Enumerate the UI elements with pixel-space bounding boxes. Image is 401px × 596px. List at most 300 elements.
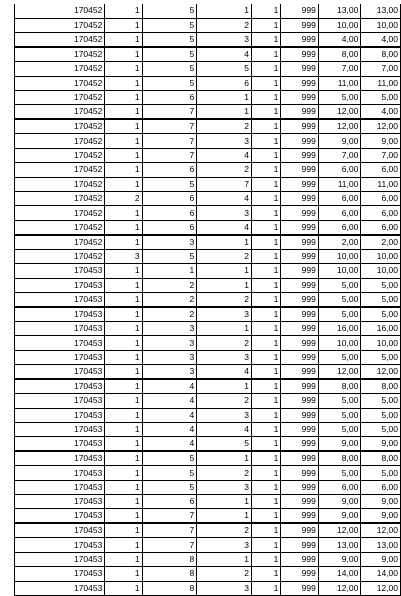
col4-cell: 7 <box>197 177 252 191</box>
col4-cell: 1 <box>197 552 252 566</box>
code-cell: 999 <box>281 264 318 278</box>
col4-cell: 2 <box>197 18 252 32</box>
table-row <box>15 177 401 191</box>
col3-cell: 6 <box>142 220 197 235</box>
total-cell: 8,00 <box>361 379 401 394</box>
value-cell: 7,00 <box>318 148 361 162</box>
col3-cell: 8 <box>142 552 197 566</box>
code-cell: 999 <box>281 552 318 566</box>
col5-cell: 1 <box>251 91 280 105</box>
id-cell: 170453 <box>15 292 105 307</box>
col2-cell: 1 <box>105 509 142 524</box>
id-cell: 170453 <box>15 451 105 466</box>
table-row <box>15 264 401 278</box>
col2-cell: 1 <box>105 62 142 76</box>
col2-cell: 1 <box>105 495 142 509</box>
col3-cell: 6 <box>142 163 197 177</box>
total-cell: 11,00 <box>361 76 401 90</box>
col4-cell: 4 <box>197 192 252 206</box>
id-cell: 170452 <box>15 235 105 250</box>
col4-cell: 5 <box>197 437 252 452</box>
value-cell: 13,00 <box>318 4 361 18</box>
id-cell: 170453 <box>15 422 105 436</box>
col3-cell: 8 <box>142 581 197 595</box>
code-cell: 999 <box>281 91 318 105</box>
code-cell: 999 <box>281 321 318 335</box>
total-cell: 6,00 <box>361 220 401 235</box>
table-row <box>15 4 401 18</box>
total-cell: 5,00 <box>361 91 401 105</box>
data-table <box>14 4 401 596</box>
col3-cell: 2 <box>142 292 197 307</box>
col3-cell: 7 <box>142 134 197 148</box>
id-cell: 170452 <box>15 163 105 177</box>
table-row <box>15 581 401 595</box>
code-cell: 999 <box>281 336 318 350</box>
id-cell: 170453 <box>15 278 105 292</box>
table-row <box>15 394 401 408</box>
col2-cell: 1 <box>105 134 142 148</box>
col3-cell: 5 <box>142 47 197 62</box>
total-cell: 12,00 <box>361 523 401 538</box>
id-cell: 170453 <box>15 509 105 524</box>
value-cell: 6,00 <box>318 220 361 235</box>
col3-cell: 6 <box>142 495 197 509</box>
value-cell: 8,00 <box>318 47 361 62</box>
code-cell: 999 <box>281 177 318 191</box>
col5-cell: 1 <box>251 47 280 62</box>
col2-cell: 1 <box>105 148 142 162</box>
value-cell: 10,00 <box>318 336 361 350</box>
col5-cell: 1 <box>251 379 280 394</box>
id-cell: 170452 <box>15 192 105 206</box>
id-cell: 170453 <box>15 581 105 595</box>
total-cell: 9,00 <box>361 437 401 452</box>
col5-cell: 1 <box>251 235 280 250</box>
table-row <box>15 408 401 422</box>
code-cell: 999 <box>281 379 318 394</box>
col4-cell: 4 <box>197 220 252 235</box>
col5-cell: 1 <box>251 422 280 436</box>
id-cell: 170452 <box>15 206 105 220</box>
value-cell: 6,00 <box>318 192 361 206</box>
code-cell: 999 <box>281 307 318 322</box>
total-cell: 6,00 <box>361 206 401 220</box>
table-row <box>15 336 401 350</box>
table-row <box>15 552 401 566</box>
id-cell: 170453 <box>15 307 105 322</box>
col2-cell: 1 <box>105 235 142 250</box>
value-cell: 6,00 <box>318 480 361 494</box>
col4-cell: 1 <box>197 495 252 509</box>
value-cell: 10,00 <box>318 249 361 263</box>
col5-cell: 1 <box>251 177 280 191</box>
table-row <box>15 538 401 552</box>
col5-cell: 1 <box>251 480 280 494</box>
table-row <box>15 33 401 48</box>
col2-cell: 1 <box>105 206 142 220</box>
total-cell: 5,00 <box>361 307 401 322</box>
table-row <box>15 18 401 32</box>
col2-cell: 1 <box>105 480 142 494</box>
col2-cell: 2 <box>105 192 142 206</box>
col2-cell: 1 <box>105 163 142 177</box>
table-row <box>15 206 401 220</box>
col5-cell: 1 <box>251 552 280 566</box>
col5-cell: 1 <box>251 192 280 206</box>
col4-cell: 2 <box>197 523 252 538</box>
code-cell: 999 <box>281 523 318 538</box>
id-cell: 170452 <box>15 47 105 62</box>
col4-cell: 2 <box>197 163 252 177</box>
col4-cell: 4 <box>197 47 252 62</box>
col5-cell: 1 <box>251 495 280 509</box>
col2-cell: 1 <box>105 321 142 335</box>
code-cell: 999 <box>281 451 318 466</box>
table-row <box>15 192 401 206</box>
col4-cell: 3 <box>197 307 252 322</box>
id-cell: 170453 <box>15 552 105 566</box>
total-cell: 5,00 <box>361 350 401 364</box>
code-cell: 999 <box>281 422 318 436</box>
col5-cell: 1 <box>251 33 280 48</box>
col2-cell: 1 <box>105 76 142 90</box>
col2-cell: 1 <box>105 307 142 322</box>
value-cell: 2,00 <box>318 235 361 250</box>
col4-cell: 1 <box>197 509 252 524</box>
code-cell: 999 <box>281 437 318 452</box>
id-cell: 170452 <box>15 18 105 32</box>
value-cell: 13,00 <box>318 538 361 552</box>
code-cell: 999 <box>281 76 318 90</box>
code-cell: 999 <box>281 538 318 552</box>
col2-cell: 1 <box>105 47 142 62</box>
id-cell: 170453 <box>15 365 105 380</box>
table-row <box>15 480 401 494</box>
col2-cell: 1 <box>105 292 142 307</box>
code-cell: 999 <box>281 249 318 263</box>
col5-cell: 1 <box>251 336 280 350</box>
table-row <box>15 307 401 322</box>
col4-cell: 1 <box>197 451 252 466</box>
code-cell: 999 <box>281 33 318 48</box>
value-cell: 5,00 <box>318 350 361 364</box>
col5-cell: 1 <box>251 509 280 524</box>
table-row <box>15 451 401 466</box>
col5-cell: 1 <box>251 264 280 278</box>
table-row <box>15 379 401 394</box>
col5-cell: 1 <box>251 394 280 408</box>
col4-cell: 3 <box>197 480 252 494</box>
id-cell: 170452 <box>15 33 105 48</box>
total-cell: 16,00 <box>361 321 401 335</box>
value-cell: 14,00 <box>318 567 361 581</box>
col4-cell: 2 <box>197 119 252 134</box>
col3-cell: 2 <box>142 307 197 322</box>
value-cell: 5,00 <box>318 466 361 480</box>
col3-cell: 5 <box>142 76 197 90</box>
code-cell: 999 <box>281 509 318 524</box>
col5-cell: 1 <box>251 350 280 364</box>
col3-cell: 4 <box>142 422 197 436</box>
col4-cell: 3 <box>197 408 252 422</box>
table-row <box>15 365 401 380</box>
col4-cell: 3 <box>197 33 252 48</box>
col2-cell: 1 <box>105 523 142 538</box>
table-row <box>15 292 401 307</box>
col2-cell: 1 <box>105 408 142 422</box>
total-cell: 6,00 <box>361 192 401 206</box>
col2-cell: 1 <box>105 264 142 278</box>
code-cell: 999 <box>281 148 318 162</box>
value-cell: 5,00 <box>318 422 361 436</box>
value-cell: 5,00 <box>318 307 361 322</box>
col4-cell: 2 <box>197 567 252 581</box>
id-cell: 170453 <box>15 264 105 278</box>
col5-cell: 1 <box>251 148 280 162</box>
col3-cell: 4 <box>142 437 197 452</box>
code-cell: 999 <box>281 581 318 595</box>
code-cell: 999 <box>281 466 318 480</box>
col5-cell: 1 <box>251 365 280 380</box>
id-cell: 170453 <box>15 495 105 509</box>
id-cell: 170453 <box>15 523 105 538</box>
table-row <box>15 62 401 76</box>
value-cell: 5,00 <box>318 292 361 307</box>
total-cell: 5,00 <box>361 466 401 480</box>
col4-cell: 1 <box>197 91 252 105</box>
col4-cell: 2 <box>197 249 252 263</box>
total-cell: 6,00 <box>361 480 401 494</box>
value-cell: 9,00 <box>318 437 361 452</box>
col3-cell: 7 <box>142 105 197 120</box>
col3-cell: 4 <box>142 394 197 408</box>
col5-cell: 1 <box>251 76 280 90</box>
total-cell: 5,00 <box>361 408 401 422</box>
col5-cell: 1 <box>251 206 280 220</box>
col5-cell: 1 <box>251 163 280 177</box>
col5-cell: 1 <box>251 466 280 480</box>
col2-cell: 1 <box>105 466 142 480</box>
col3-cell: 5 <box>142 18 197 32</box>
id-cell: 170452 <box>15 91 105 105</box>
col3-cell: 2 <box>142 278 197 292</box>
id-cell: 170452 <box>15 249 105 263</box>
col3-cell: 6 <box>142 206 197 220</box>
total-cell: 13,00 <box>361 538 401 552</box>
table-row <box>15 76 401 90</box>
col5-cell: 1 <box>251 321 280 335</box>
total-cell: 14,00 <box>361 567 401 581</box>
value-cell: 4,00 <box>318 33 361 48</box>
table-row <box>15 437 401 452</box>
col5-cell: 1 <box>251 408 280 422</box>
col5-cell: 1 <box>251 451 280 466</box>
total-cell: 10,00 <box>361 264 401 278</box>
total-cell: 5,00 <box>361 394 401 408</box>
value-cell: 9,00 <box>318 552 361 566</box>
value-cell: 6,00 <box>318 163 361 177</box>
table-row <box>15 163 401 177</box>
col2-cell: 1 <box>105 451 142 466</box>
col2-cell: 1 <box>105 394 142 408</box>
col4-cell: 3 <box>197 581 252 595</box>
total-cell: 10,00 <box>361 18 401 32</box>
value-cell: 5,00 <box>318 408 361 422</box>
value-cell: 10,00 <box>318 18 361 32</box>
id-cell: 170453 <box>15 480 105 494</box>
col4-cell: 6 <box>197 76 252 90</box>
table-row <box>15 350 401 364</box>
col3-cell: 5 <box>142 480 197 494</box>
table-row <box>15 567 401 581</box>
col3-cell: 3 <box>142 235 197 250</box>
table-body <box>15 4 401 596</box>
total-cell: 12,00 <box>361 581 401 595</box>
col5-cell: 1 <box>251 567 280 581</box>
id-cell: 170453 <box>15 466 105 480</box>
col4-cell: 3 <box>197 206 252 220</box>
col4-cell: 3 <box>197 538 252 552</box>
col3-cell: 5 <box>142 62 197 76</box>
code-cell: 999 <box>281 4 318 18</box>
total-cell: 7,00 <box>361 148 401 162</box>
code-cell: 999 <box>281 408 318 422</box>
col3-cell: 4 <box>142 379 197 394</box>
code-cell: 999 <box>281 220 318 235</box>
table-row <box>15 466 401 480</box>
table-row <box>15 47 401 62</box>
id-cell: 170452 <box>15 119 105 134</box>
col3-cell: 5 <box>142 451 197 466</box>
col3-cell: 6 <box>142 192 197 206</box>
col4-cell: 1 <box>197 4 252 18</box>
code-cell: 999 <box>281 18 318 32</box>
col4-cell: 3 <box>197 350 252 364</box>
value-cell: 5,00 <box>318 91 361 105</box>
id-cell: 170452 <box>15 4 105 18</box>
col2-cell: 1 <box>105 4 142 18</box>
value-cell: 12,00 <box>318 581 361 595</box>
col2-cell: 1 <box>105 422 142 436</box>
total-cell: 13,00 <box>361 4 401 18</box>
col5-cell: 1 <box>251 220 280 235</box>
col5-cell: 1 <box>251 581 280 595</box>
id-cell: 170453 <box>15 350 105 364</box>
value-cell: 8,00 <box>318 379 361 394</box>
col3-cell: 5 <box>142 249 197 263</box>
total-cell: 12,00 <box>361 119 401 134</box>
col3-cell: 3 <box>142 365 197 380</box>
table-row <box>15 422 401 436</box>
col3-cell: 5 <box>142 177 197 191</box>
col5-cell: 1 <box>251 119 280 134</box>
col4-cell: 4 <box>197 365 252 380</box>
col3-cell: 7 <box>142 538 197 552</box>
code-cell: 999 <box>281 567 318 581</box>
table-row <box>15 105 401 120</box>
col4-cell: 4 <box>197 422 252 436</box>
col5-cell: 1 <box>251 523 280 538</box>
col2-cell: 1 <box>105 33 142 48</box>
value-cell: 12,00 <box>318 119 361 134</box>
total-cell: 5,00 <box>361 278 401 292</box>
total-cell: 9,00 <box>361 134 401 148</box>
id-cell: 170453 <box>15 336 105 350</box>
value-cell: 12,00 <box>318 523 361 538</box>
value-cell: 12,00 <box>318 105 361 120</box>
code-cell: 999 <box>281 47 318 62</box>
value-cell: 8,00 <box>318 451 361 466</box>
table-row <box>15 509 401 524</box>
value-cell: 16,00 <box>318 321 361 335</box>
col4-cell: 1 <box>197 278 252 292</box>
col4-cell: 1 <box>197 264 252 278</box>
col5-cell: 1 <box>251 134 280 148</box>
code-cell: 999 <box>281 105 318 120</box>
code-cell: 999 <box>281 350 318 364</box>
value-cell: 7,00 <box>318 62 361 76</box>
col2-cell: 1 <box>105 278 142 292</box>
total-cell: 9,00 <box>361 495 401 509</box>
col5-cell: 1 <box>251 18 280 32</box>
col3-cell: 8 <box>142 567 197 581</box>
id-cell: 170453 <box>15 394 105 408</box>
value-cell: 11,00 <box>318 76 361 90</box>
table-row <box>15 278 401 292</box>
col3-cell: 7 <box>142 148 197 162</box>
value-cell: 10,00 <box>318 264 361 278</box>
col2-cell: 1 <box>105 552 142 566</box>
col3-cell: 3 <box>142 321 197 335</box>
value-cell: 9,00 <box>318 134 361 148</box>
col2-cell: 1 <box>105 18 142 32</box>
table-row <box>15 235 401 250</box>
col4-cell: 3 <box>197 134 252 148</box>
col5-cell: 1 <box>251 292 280 307</box>
value-cell: 6,00 <box>318 206 361 220</box>
col3-cell: 3 <box>142 350 197 364</box>
id-cell: 170453 <box>15 379 105 394</box>
table-row <box>15 148 401 162</box>
table-row <box>15 249 401 263</box>
col4-cell: 1 <box>197 235 252 250</box>
col4-cell: 2 <box>197 466 252 480</box>
total-cell: 10,00 <box>361 336 401 350</box>
total-cell: 8,00 <box>361 451 401 466</box>
col4-cell: 2 <box>197 336 252 350</box>
col2-cell: 1 <box>105 567 142 581</box>
code-cell: 999 <box>281 495 318 509</box>
table-row <box>15 220 401 235</box>
code-cell: 999 <box>281 235 318 250</box>
code-cell: 999 <box>281 163 318 177</box>
id-cell: 170453 <box>15 321 105 335</box>
total-cell: 9,00 <box>361 509 401 524</box>
col3-cell: 1 <box>142 264 197 278</box>
col2-cell: 1 <box>105 350 142 364</box>
total-cell: 4,00 <box>361 105 401 120</box>
id-cell: 170453 <box>15 437 105 452</box>
col4-cell: 2 <box>197 394 252 408</box>
col3-cell: 4 <box>142 408 197 422</box>
col3-cell: 5 <box>142 4 197 18</box>
table-row <box>15 321 401 335</box>
col5-cell: 1 <box>251 278 280 292</box>
id-cell: 170452 <box>15 134 105 148</box>
id-cell: 170452 <box>15 105 105 120</box>
col2-cell: 1 <box>105 177 142 191</box>
